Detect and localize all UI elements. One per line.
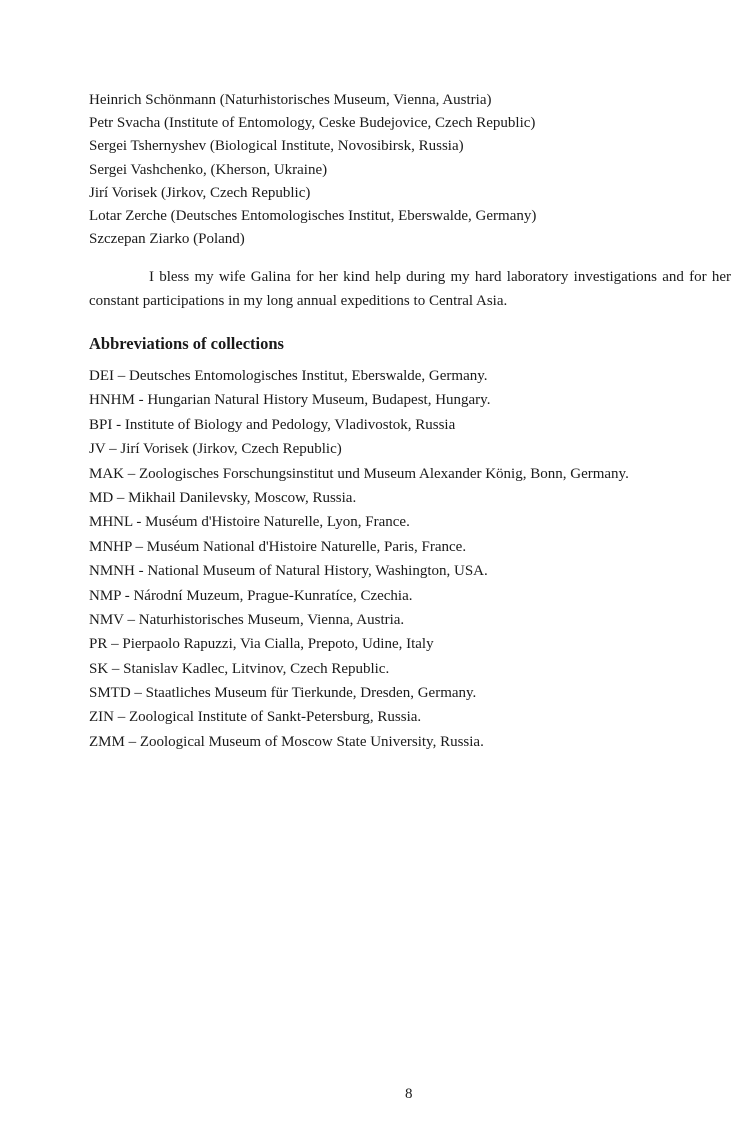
abbreviation-item: JV – Jirí Vorisek (Jirkov, Czech Republic) [89, 441, 342, 458]
acknowledgement-item: Szczepan Ziarko (Poland) [89, 231, 245, 248]
abbreviation-item: MNHP – Muséum National d'Histoire Naturelle, Paris, France. [89, 538, 467, 555]
abbreviation-item: NMV – Naturhistorisches Museum, Vienna, Austria. [89, 611, 405, 628]
abbreviation-item: DEI – Deutsches Entomologisches Institut, Eberswalde, Germany. [89, 368, 488, 384]
abbreviation-item: NMP - Národní Muzeum, Prague-Kunratíce, Czechia. [89, 587, 413, 604]
abbreviation-item: NMNH - National Museum of Natural History, Washington, USA. [89, 563, 488, 580]
acknowledgement-item: Sergei Vashchenko, (Kherson, Ukraine) [89, 161, 328, 178]
abbreviation-item: MD – Mikhail Danilevsky, Moscow, Russia. [89, 489, 357, 506]
abbreviation-item: ZIN – Zoological Institute of Sankt-Petersburg, Russia. [89, 709, 422, 726]
abbreviation-item: HNHM - Hungarian Natural History Museum, Budapest, Hungary. [89, 392, 491, 409]
abbreviation-item: MHNL - Muséum d'Histoire Naturelle, Lyon, France. [89, 514, 410, 531]
abbreviation-item: SMTD – Staatliches Museum für Tierkunde, Dresden, Germany. [89, 685, 477, 702]
abbreviation-item: MAK – Zoologisches Forschungsinstitut und Museum Alexander König, Bonn, Germany. [89, 465, 629, 482]
acknowledgement-item: Jirí Vorisek (Jirkov, Czech Republic) [89, 184, 311, 201]
acknowledgement-item: Sergei Tshernyshev (Biological Institute, Novosibirsk, Russia) [89, 138, 464, 155]
acknowledgement-item: Lotar Zerche (Deutsches Entomologisches Institut, Eberswalde, Germany) [89, 207, 537, 224]
section-heading: Abbreviations of collections [89, 334, 284, 353]
abbreviation-list [89, 364, 729, 754]
acknowledgement-item: Heinrich Schönmann (Naturhistorisches Museum, Vienna, Austria) [89, 92, 492, 108]
acknowledgement-item: Petr Svacha (Institute of Entomology, Ceske Budejovice, Czech Republic) [89, 115, 536, 132]
abbreviation-item: SK – Stanislav Kadlec, Litvinov, Czech Republic. [89, 660, 390, 677]
abbreviation-item: ZMM – Zoological Museum of Moscow State University, Russia. [89, 733, 484, 750]
acknowledgement-list [89, 89, 729, 251]
page-number: 8 [405, 1086, 413, 1102]
abbreviation-item: PR – Pierpaolo Rapuzzi, Via Cialla, Prepoto, Udine, Italy [89, 636, 434, 653]
abbreviation-item: BPI - Institute of Biology and Pedology, Vladivostok, Russia [89, 416, 456, 433]
dedication-paragraph: I bless my wife Galina for her kind help during my hard laboratory investigations and for her constant participations in my long annual expeditions to Central Asia. [89, 269, 731, 309]
